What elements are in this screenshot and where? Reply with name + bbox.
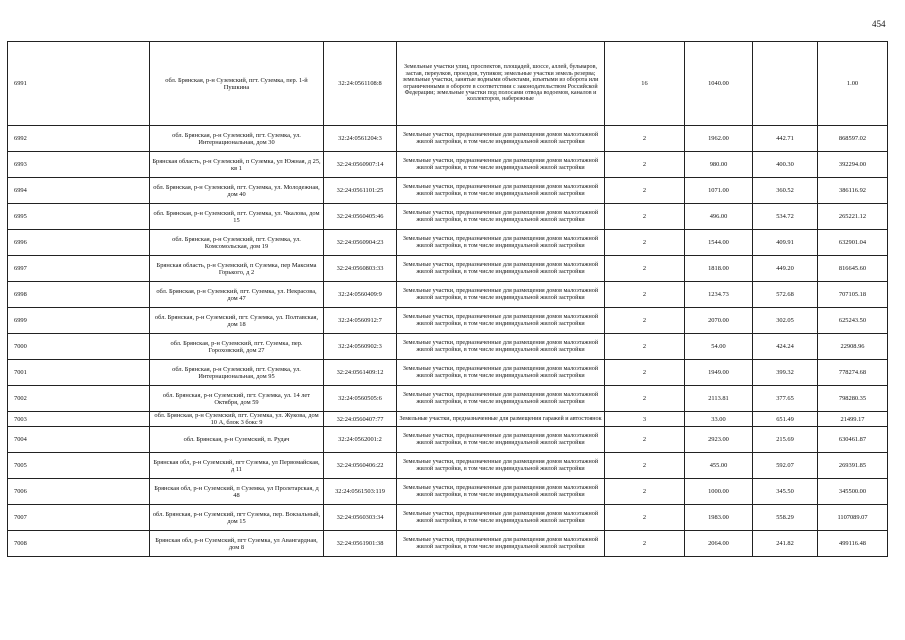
land-use-cell: Земельные участки, предназначенные для размещения домов малоэтажной жилой застройки, в том числе индивидуальной жилой застройки bbox=[397, 334, 605, 360]
cadastral-number-cell: 32:24:0561108:8 bbox=[324, 42, 397, 126]
group-cell: 2 bbox=[605, 178, 685, 204]
address-cell: обл. Брянская, р-н Суземский, пгт. Суземка, пер. 1-й Пушкина bbox=[150, 42, 324, 126]
row-number: 6997 bbox=[8, 256, 150, 282]
table-row bbox=[8, 204, 888, 230]
land-use-cell: Земельные участки, предназначенные для размещения домов малоэтажной жилой застройки, в том числе индивидуальной жилой застройки bbox=[397, 479, 605, 505]
cadastral-value-cell: 707105.18 bbox=[818, 282, 888, 308]
area-cell: 1000.00 bbox=[685, 479, 753, 505]
land-use-cell: Земельные участки, предназначенные для размещения гаражей и автостоянок bbox=[397, 412, 605, 427]
address-cell: Брянская обл, р-н Суземский, пгт Суземка, ул Авангардная, дом 8 bbox=[150, 531, 324, 557]
table-row bbox=[8, 531, 888, 557]
land-use-cell: Земельные участки, предназначенные для размещения домов малоэтажной жилой застройки, в том числе индивидуальной жилой застройки bbox=[397, 360, 605, 386]
row-number: 6991 bbox=[8, 42, 150, 126]
table-row bbox=[8, 178, 888, 204]
page-number: 454 bbox=[872, 19, 886, 29]
row-number: 7007 bbox=[8, 505, 150, 531]
table-row bbox=[8, 334, 888, 360]
cadastral-value-cell: 345500.00 bbox=[818, 479, 888, 505]
specific-value-cell: 399.32 bbox=[753, 360, 818, 386]
specific-value-cell: 442.71 bbox=[753, 126, 818, 152]
cadastral-value-cell: 1.00 bbox=[818, 42, 888, 126]
cadastral-value-cell: 392294.00 bbox=[818, 152, 888, 178]
cadastral-number-cell: 32:24:0561901:38 bbox=[324, 531, 397, 557]
row-number: 7000 bbox=[8, 334, 150, 360]
address-cell: обл. Брянская, р-н Суземский, пгт. Суземка, пер. Гороховский, дом 27 bbox=[150, 334, 324, 360]
table-row bbox=[8, 282, 888, 308]
specific-value-cell: 534.72 bbox=[753, 204, 818, 230]
row-number: 7005 bbox=[8, 453, 150, 479]
table-row bbox=[8, 505, 888, 531]
address-cell: обл. Брянская, р-н Суземский, пгт. Суземка, ул. Комсомольская, дом 19 bbox=[150, 230, 324, 256]
row-number: 6994 bbox=[8, 178, 150, 204]
land-use-cell: Земельные участки, предназначенные для размещения домов малоэтажной жилой застройки, в том числе индивидуальной жилой застройки bbox=[397, 282, 605, 308]
row-number: 6998 bbox=[8, 282, 150, 308]
specific-value-cell: 400.30 bbox=[753, 152, 818, 178]
row-number: 6996 bbox=[8, 230, 150, 256]
cadastral-number-cell: 32:24:0560902:3 bbox=[324, 334, 397, 360]
cadastral-number-cell: 32:24:0560405:46 bbox=[324, 204, 397, 230]
specific-value-cell: 345.50 bbox=[753, 479, 818, 505]
address-cell: обл. Брянская, р-н Суземский, пгт. Суземка, ул. Некрасова, дом 47 bbox=[150, 282, 324, 308]
group-cell: 2 bbox=[605, 453, 685, 479]
cadastral-value-cell: 22908.96 bbox=[818, 334, 888, 360]
area-cell: 54.00 bbox=[685, 334, 753, 360]
specific-value-cell: 449.20 bbox=[753, 256, 818, 282]
land-use-cell: Земельные участки, предназначенные для размещения домов малоэтажной жилой застройки, в том числе индивидуальной жилой застройки bbox=[397, 308, 605, 334]
group-cell: 2 bbox=[605, 531, 685, 557]
cadastral-value-cell: 386116.92 bbox=[818, 178, 888, 204]
address-cell: Брянская обл, р-н Суземский, пгт Суземка, ул Первомайская, д 11 bbox=[150, 453, 324, 479]
row-number: 6993 bbox=[8, 152, 150, 178]
group-cell: 2 bbox=[605, 386, 685, 412]
specific-value-cell: 592.07 bbox=[753, 453, 818, 479]
address-cell: обл. Брянская, р-н Суземский, пгт. Суземка, ул. Жукова, дом 10 А, блок 3 бокс 9 bbox=[150, 412, 324, 427]
address-cell: обл. Брянская, р-н Суземский, пгт. Суземка, ул. 14 лет Октября, дом 59 bbox=[150, 386, 324, 412]
address-cell: обл. Брянская, р-н Суземский, пгт. Суземка, ул. Интернациональная, дом 30 bbox=[150, 126, 324, 152]
cadastral-number-cell: 32:24:0560907:14 bbox=[324, 152, 397, 178]
group-cell: 2 bbox=[605, 152, 685, 178]
group-cell: 2 bbox=[605, 427, 685, 453]
specific-value-cell: 424.24 bbox=[753, 334, 818, 360]
specific-value-cell: 651.49 bbox=[753, 412, 818, 427]
row-number: 7006 bbox=[8, 479, 150, 505]
cadastral-number-cell: 32:24:0560505:6 bbox=[324, 386, 397, 412]
specific-value-cell: 377.65 bbox=[753, 386, 818, 412]
address-cell: обл. Брянская, р-н Суземский, пгт. Суземка, ул. Интернациональная, дом 95 bbox=[150, 360, 324, 386]
table-row bbox=[8, 412, 888, 427]
cadastral-number-cell: 32:24:0561101:25 bbox=[324, 178, 397, 204]
area-cell: 1234.73 bbox=[685, 282, 753, 308]
group-cell: 2 bbox=[605, 308, 685, 334]
area-cell: 2113.81 bbox=[685, 386, 753, 412]
cadastral-number-cell: 32:24:0560409:9 bbox=[324, 282, 397, 308]
row-number: 6999 bbox=[8, 308, 150, 334]
specific-value-cell bbox=[753, 42, 818, 126]
group-cell: 2 bbox=[605, 334, 685, 360]
area-cell: 980.00 bbox=[685, 152, 753, 178]
cadastral-value-cell: 868597.02 bbox=[818, 126, 888, 152]
cadastral-value-cell: 1107089.07 bbox=[818, 505, 888, 531]
group-cell: 2 bbox=[605, 505, 685, 531]
group-cell: 2 bbox=[605, 282, 685, 308]
table-row bbox=[8, 360, 888, 386]
table-row bbox=[8, 386, 888, 412]
group-cell: 3 bbox=[605, 412, 685, 427]
address-cell: обл. Брянская, р-н Суземский, пгт. Суземка, ул. Молодежная, дом 40 bbox=[150, 178, 324, 204]
group-cell: 2 bbox=[605, 230, 685, 256]
group-cell: 2 bbox=[605, 479, 685, 505]
row-number: 7004 bbox=[8, 427, 150, 453]
cadastral-value-cell: 816645.60 bbox=[818, 256, 888, 282]
group-cell: 16 bbox=[605, 42, 685, 126]
land-use-cell: Земельные участки улиц, проспектов, площадей, шоссе, аллей, бульваров, застав, переулков, проездов, тупиков; земельные участки земель резерва; земельные участки, занятые водными объектами, изъятыми из оборота или ограниченными в обороте в соответствии с законодательством Российской Федерации; земельные участки под полосами отвода водоемов, каналов и коллекторов, набережные bbox=[397, 42, 605, 126]
row-number: 7001 bbox=[8, 360, 150, 386]
cadastral-number-cell: 32:24:0560803:33 bbox=[324, 256, 397, 282]
land-use-cell: Земельные участки, предназначенные для размещения домов малоэтажной жилой застройки, в том числе индивидуальной жилой застройки bbox=[397, 427, 605, 453]
cadastral-number-cell: 32:24:0561409:12 bbox=[324, 360, 397, 386]
specific-value-cell: 572.68 bbox=[753, 282, 818, 308]
row-number: 7008 bbox=[8, 531, 150, 557]
table-row bbox=[8, 308, 888, 334]
cadastral-number-cell: 32:24:0560904:23 bbox=[324, 230, 397, 256]
cadastral-number-cell: 32:24:0560912:7 bbox=[324, 308, 397, 334]
row-number: 7003 bbox=[8, 412, 150, 427]
cadastral-value-cell: 499116.48 bbox=[818, 531, 888, 557]
area-cell: 1962.00 bbox=[685, 126, 753, 152]
specific-value-cell: 215.69 bbox=[753, 427, 818, 453]
address-cell: Брянская обл, р-н Суземский, п Суземка, ул Пролетарская, д 48 bbox=[150, 479, 324, 505]
area-cell: 455.00 bbox=[685, 453, 753, 479]
address-cell: обл. Брянская, р-н Суземский, п. Рудач bbox=[150, 427, 324, 453]
row-number: 6992 bbox=[8, 126, 150, 152]
specific-value-cell: 409.91 bbox=[753, 230, 818, 256]
area-cell: 1949.00 bbox=[685, 360, 753, 386]
group-cell: 2 bbox=[605, 204, 685, 230]
land-use-cell: Земельные участки, предназначенные для размещения домов малоэтажной жилой застройки, в том числе индивидуальной жилой застройки bbox=[397, 204, 605, 230]
table-row bbox=[8, 427, 888, 453]
table-row bbox=[8, 126, 888, 152]
specific-value-cell: 241.82 bbox=[753, 531, 818, 557]
cadastral-number-cell: 32:24:0560406:22 bbox=[324, 453, 397, 479]
table-row bbox=[8, 42, 888, 126]
cadastral-number-cell: 32:24:0560303:34 bbox=[324, 505, 397, 531]
area-cell: 1544.00 bbox=[685, 230, 753, 256]
cadastral-value-cell: 778274.68 bbox=[818, 360, 888, 386]
cadastral-value-cell: 632901.04 bbox=[818, 230, 888, 256]
table-row bbox=[8, 152, 888, 178]
address-cell: обл. Брянская, р-н Суземский, пгт. Суземка, ул. Чкалова, дом 15 bbox=[150, 204, 324, 230]
cadastral-value-cell: 630461.87 bbox=[818, 427, 888, 453]
table-row bbox=[8, 230, 888, 256]
table-row bbox=[8, 256, 888, 282]
cadastral-value-table bbox=[7, 41, 888, 557]
cadastral-value-cell: 798280.35 bbox=[818, 386, 888, 412]
land-use-cell: Земельные участки, предназначенные для размещения домов малоэтажной жилой застройки, в том числе индивидуальной жилой застройки bbox=[397, 453, 605, 479]
land-use-cell: Земельные участки, предназначенные для размещения домов малоэтажной жилой застройки, в том числе индивидуальной жилой застройки bbox=[397, 126, 605, 152]
area-cell: 496.00 bbox=[685, 204, 753, 230]
cadastral-value-cell: 269391.85 bbox=[818, 453, 888, 479]
area-cell: 2070.00 bbox=[685, 308, 753, 334]
specific-value-cell: 360.52 bbox=[753, 178, 818, 204]
group-cell: 2 bbox=[605, 256, 685, 282]
area-cell: 2923.00 bbox=[685, 427, 753, 453]
table-row bbox=[8, 453, 888, 479]
group-cell: 2 bbox=[605, 360, 685, 386]
land-use-cell: Земельные участки, предназначенные для размещения домов малоэтажной жилой застройки, в том числе индивидуальной жилой застройки bbox=[397, 152, 605, 178]
cadastral-value-cell: 625243.50 bbox=[818, 308, 888, 334]
land-use-cell: Земельные участки, предназначенные для размещения домов малоэтажной жилой застройки, в том числе индивидуальной жилой застройки bbox=[397, 178, 605, 204]
cadastral-value-cell: 265221.12 bbox=[818, 204, 888, 230]
specific-value-cell: 558.29 bbox=[753, 505, 818, 531]
land-use-cell: Земельные участки, предназначенные для размещения домов малоэтажной жилой застройки, в том числе индивидуальной жилой застройки bbox=[397, 531, 605, 557]
area-cell: 33.00 bbox=[685, 412, 753, 427]
area-cell: 1983.00 bbox=[685, 505, 753, 531]
area-cell: 1071.00 bbox=[685, 178, 753, 204]
cadastral-number-cell: 32:24:0561503:119 bbox=[324, 479, 397, 505]
specific-value-cell: 302.05 bbox=[753, 308, 818, 334]
land-use-cell: Земельные участки, предназначенные для размещения домов малоэтажной жилой застройки, в том числе индивидуальной жилой застройки bbox=[397, 230, 605, 256]
group-cell: 2 bbox=[605, 126, 685, 152]
row-number: 7002 bbox=[8, 386, 150, 412]
area-cell: 1040.00 bbox=[685, 42, 753, 126]
address-cell: Брянская область, р-н Суземский, п Суземка, пер Максима Горького, д 2 bbox=[150, 256, 324, 282]
area-cell: 2064.00 bbox=[685, 531, 753, 557]
land-use-cell: Земельные участки, предназначенные для размещения домов малоэтажной жилой застройки, в том числе индивидуальной жилой застройки bbox=[397, 256, 605, 282]
cadastral-value-cell: 21499.17 bbox=[818, 412, 888, 427]
address-cell: обл. Брянская, р-н Суземский, пгт Суземка, пер. Вокзальный, дом 15 bbox=[150, 505, 324, 531]
area-cell: 1818.00 bbox=[685, 256, 753, 282]
cadastral-number-cell: 32:24:0560407:77 bbox=[324, 412, 397, 427]
address-cell: обл. Брянская, р-н Суземский, пгт. Суземка, ул. Полтавская, дом 18 bbox=[150, 308, 324, 334]
row-number: 6995 bbox=[8, 204, 150, 230]
land-use-cell: Земельные участки, предназначенные для размещения домов малоэтажной жилой застройки, в том числе индивидуальной жилой застройки bbox=[397, 386, 605, 412]
table-row bbox=[8, 479, 888, 505]
cadastral-number-cell: 32:24:0562001:2 bbox=[324, 427, 397, 453]
address-cell: Брянская область, р-н Суземский, п Суземка, ул Южная, д 25, кв 1 bbox=[150, 152, 324, 178]
cadastral-number-cell: 32:24:0561204:3 bbox=[324, 126, 397, 152]
land-use-cell: Земельные участки, предназначенные для размещения домов малоэтажной жилой застройки, в том числе индивидуальной жилой застройки bbox=[397, 505, 605, 531]
